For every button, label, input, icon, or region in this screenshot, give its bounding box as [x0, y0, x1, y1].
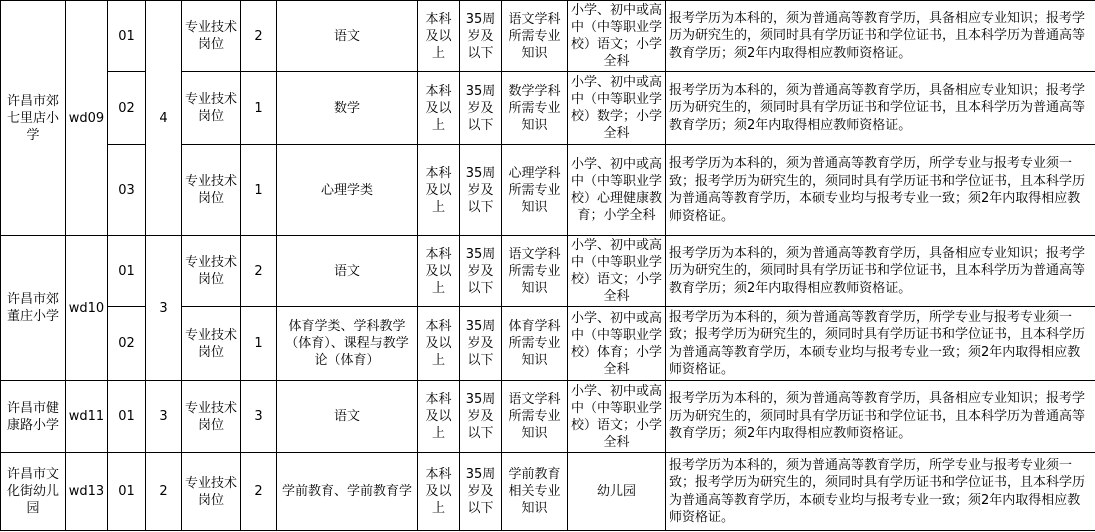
age: 35周岁及以下 [460, 381, 502, 453]
exam-subject: 数学学科所需专业知识 [502, 72, 568, 145]
major: 语文 [277, 381, 418, 453]
post-code: 01 [108, 236, 146, 307]
exam-subject: 心理学科所需专业知识 [502, 145, 568, 236]
table-row [1, 453, 1095, 531]
post-code: 01 [108, 1, 146, 72]
exam-subject: 体育学科所需专业知识 [502, 307, 568, 381]
cert-scope: 小学、初中或高中（中等职业学校）心理健康教育；小学全科 [568, 145, 666, 236]
hire-count: 2 [241, 453, 277, 531]
cert-scope: 小学、初中或高中（中等职业学校）体育；小学全科 [568, 307, 666, 381]
age: 35周岁及以下 [460, 307, 502, 381]
post-code: 02 [108, 72, 146, 145]
unit-name: 许昌市健康路小学 [1, 381, 66, 453]
post-category: 专业技术岗位 [182, 381, 241, 453]
unit-code: wd11 [66, 381, 108, 453]
education: 本科及以上 [418, 1, 460, 72]
unit-code: wd13 [66, 453, 108, 531]
table-row [1, 1, 1095, 72]
major: 语文 [277, 1, 418, 72]
post-category: 专业技术岗位 [182, 145, 241, 236]
major: 学前教育、学前教育学 [277, 453, 418, 531]
cert-scope: 幼儿园 [568, 453, 666, 531]
cert-scope: 小学、初中或高中（中等职业学校）语文；小学全科 [568, 236, 666, 307]
total-count: 3 [146, 381, 182, 453]
post-category: 专业技术岗位 [182, 236, 241, 307]
total-count: 4 [146, 1, 182, 236]
post-code: 03 [108, 145, 146, 236]
requirement: 报考学历为本科的，须为普通高等教育学历，所学专业与报考专业须一致；报考学历为研究生的，须同时具有学历证书和学位证书，且本科学历为普通高等教育学历，本硕专业均与报考专业一致；须2年内取得相应教师资格证。 [666, 453, 1095, 531]
requirement: 报考学历为本科的，须为普通高等教育学历，具备相应专业知识；报考学历为研究生的，须同时具有学历证书和学位证书，且本科学历为普通高等教育学历；须2年内取得相应教师资格证。 [666, 1, 1095, 72]
post-category: 专业技术岗位 [182, 1, 241, 72]
requirement: 报考学历为本科的，须为普通高等教育学历，所学专业与报考专业须一致；报考学历为研究生的，须同时具有学历证书和学位证书，且本科学历为普通高等教育学历，本硕专业均与报考专业一致；须2年内取得相应教师资格证。 [666, 307, 1095, 381]
education: 本科及以上 [418, 145, 460, 236]
unit-name: 许昌市郊七里店小学 [1, 1, 66, 236]
unit-code: wd09 [66, 1, 108, 236]
cert-scope: 小学、初中或高中（中等职业学校）语文；小学全科 [568, 381, 666, 453]
hire-count: 2 [241, 236, 277, 307]
unit-code: wd10 [66, 236, 108, 381]
education: 本科及以上 [418, 381, 460, 453]
age: 35周岁及以下 [460, 72, 502, 145]
hire-count: 1 [241, 145, 277, 236]
education: 本科及以上 [418, 72, 460, 145]
hire-count: 2 [241, 1, 277, 72]
post-code: 01 [108, 453, 146, 531]
unit-name: 许昌市郊董庄小学 [1, 236, 66, 381]
total-count: 3 [146, 236, 182, 381]
major: 数学 [277, 72, 418, 145]
post-category: 专业技术岗位 [182, 72, 241, 145]
hire-count: 3 [241, 381, 277, 453]
education: 本科及以上 [418, 236, 460, 307]
cert-scope: 小学、初中或高中（中等职业学校）数学；小学全科 [568, 72, 666, 145]
education: 本科及以上 [418, 453, 460, 531]
exam-subject: 学前教育相关专业知识 [502, 453, 568, 531]
post-category: 专业技术岗位 [182, 453, 241, 531]
post-code: 02 [108, 307, 146, 381]
major: 心理学类 [277, 145, 418, 236]
exam-subject: 语文学科所需专业知识 [502, 381, 568, 453]
age: 35周岁及以下 [460, 145, 502, 236]
age: 35周岁及以下 [460, 453, 502, 531]
age: 35周岁及以下 [460, 1, 502, 72]
post-code: 01 [108, 381, 146, 453]
hire-count: 1 [241, 307, 277, 381]
requirement: 报考学历为本科的，须为普通高等教育学历，具备相应专业知识；报考学历为研究生的，须同时具有学历证书和学位证书，且本科学历为普通高等教育学历；须2年内取得相应教师资格证。 [666, 72, 1095, 145]
requirement: 报考学历为本科的，须为普通高等教育学历，具备相应专业知识；报考学历为研究生的，须同时具有学历证书和学位证书，且本科学历为普通高等教育学历；须2年内取得相应教师资格证。 [666, 236, 1095, 307]
exam-subject: 语文学科所需专业知识 [502, 1, 568, 72]
age: 35周岁及以下 [460, 236, 502, 307]
total-count: 2 [146, 453, 182, 531]
table-row [1, 236, 1095, 307]
requirement: 报考学历为本科的，须为普通高等教育学历，具备相应专业知识；报考学历为研究生的，须同时具有学历证书和学位证书，且本科学历为普通高等教育学历；须2年内取得相应教师资格证。 [666, 381, 1095, 453]
major: 体育学类、学科教学（体育）、课程与教学论（体育） [277, 307, 418, 381]
cert-scope: 小学、初中或高中（中等职业学校）语文；小学全科 [568, 1, 666, 72]
requirement: 报考学历为本科的，须为普通高等教育学历，所学专业与报考专业须一致；报考学历为研究生的，须同时具有学历证书和学位证书，且本科学历为普通高等教育学历，本硕专业均与报考专业一致；须2年内取得相应教师资格证。 [666, 145, 1095, 236]
exam-subject: 语文学科所需专业知识 [502, 236, 568, 307]
table-row [1, 381, 1095, 453]
education: 本科及以上 [418, 307, 460, 381]
post-category: 专业技术岗位 [182, 307, 241, 381]
unit-name: 许昌市文化街幼儿园 [1, 453, 66, 531]
hire-count: 1 [241, 72, 277, 145]
major: 语文 [277, 236, 418, 307]
